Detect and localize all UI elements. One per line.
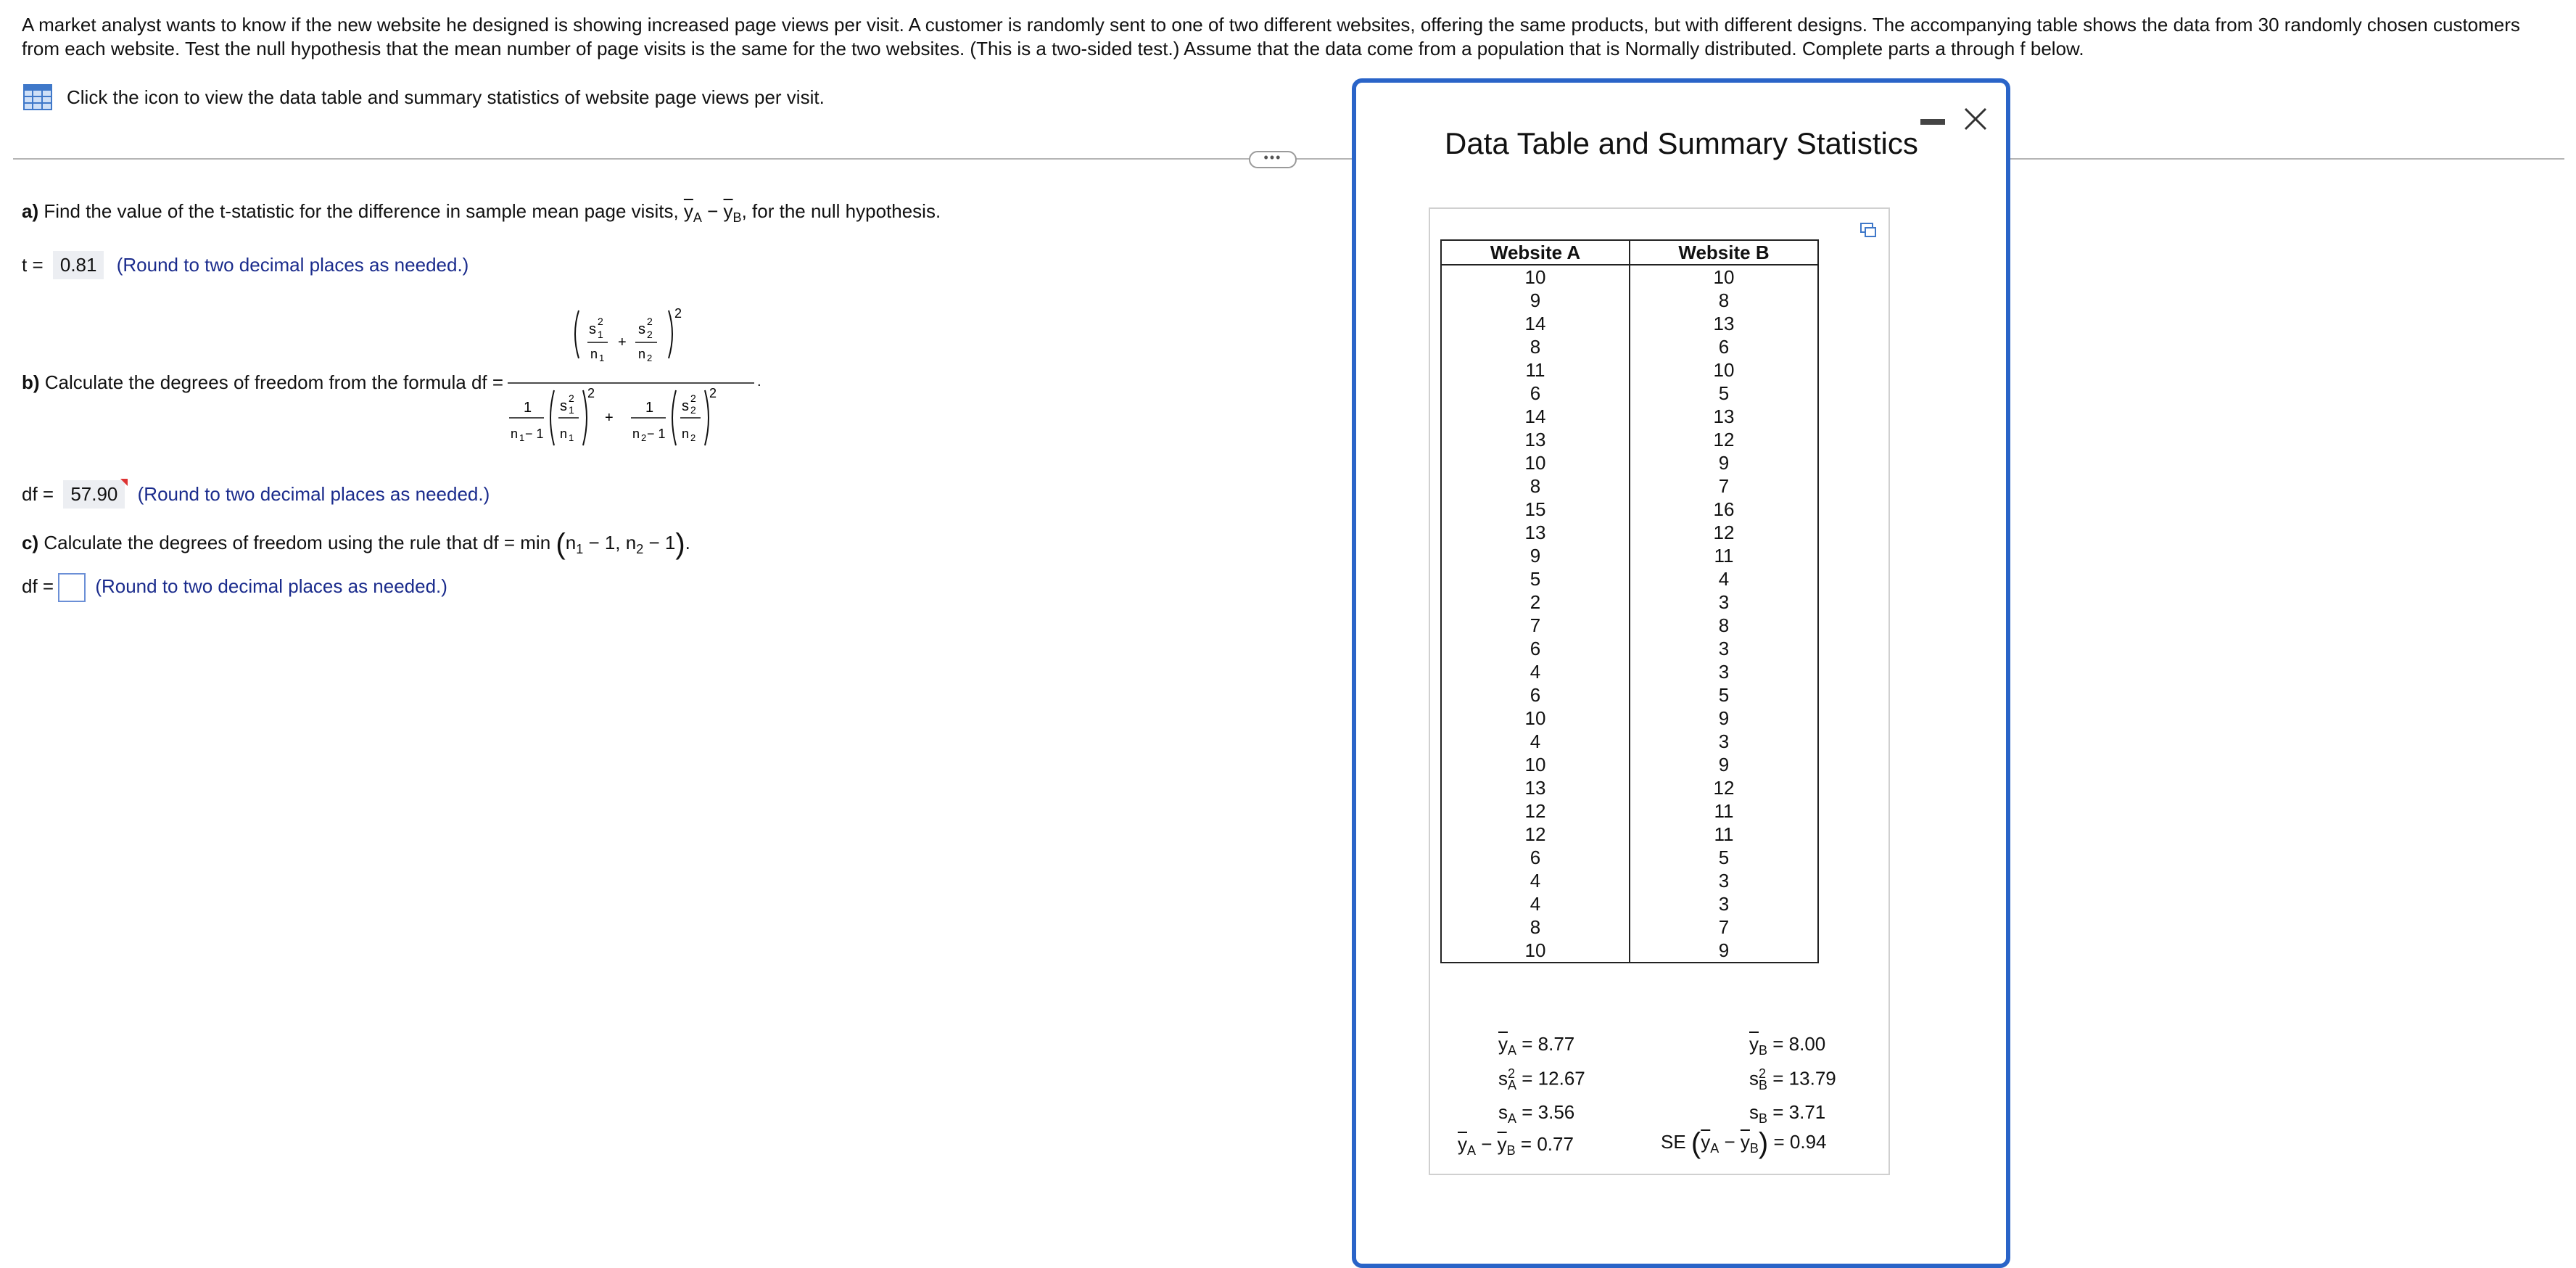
cell-website-a: 4 xyxy=(1441,892,1630,915)
svg-text:2: 2 xyxy=(641,432,647,443)
cell-website-a: 11 xyxy=(1441,358,1630,382)
part-c-text: Calculate the degrees of freedom using the rule that df = min xyxy=(44,532,551,553)
mean-a-value: = 8.77 xyxy=(1522,1033,1575,1055)
data-table-panel xyxy=(1429,207,1890,1175)
cell-website-b: 12 xyxy=(1630,428,1818,451)
cell-website-b: 9 xyxy=(1630,753,1818,776)
df-c-input[interactable] xyxy=(58,573,86,602)
cell-website-b: 10 xyxy=(1630,358,1818,382)
cell-website-a: 9 xyxy=(1441,544,1630,567)
svg-text:2: 2 xyxy=(690,432,696,443)
cell-website-b: 3 xyxy=(1630,730,1818,753)
svg-text:n: n xyxy=(638,347,646,361)
variance-a-value: = 12.67 xyxy=(1522,1067,1585,1090)
dialog-title: Data Table and Summary Statistics xyxy=(1445,126,1918,160)
error-flag-icon xyxy=(120,479,128,486)
svg-text:2: 2 xyxy=(690,392,696,404)
table-row xyxy=(1441,660,1818,683)
table-row xyxy=(1441,614,1818,637)
cell-website-b: 8 xyxy=(1630,289,1818,312)
cell-website-b: 10 xyxy=(1630,265,1818,289)
part-b-question xyxy=(22,371,503,394)
variance-a: $s^2_A = 12.67$ xyxy=(1498,1066,1585,1092)
cell-website-b: 9 xyxy=(1630,939,1818,963)
table-row xyxy=(1441,358,1818,382)
cell-website-b: 7 xyxy=(1630,915,1818,939)
cell-website-a: 6 xyxy=(1441,683,1630,707)
cell-website-a: 12 xyxy=(1441,823,1630,846)
table-grid-icon[interactable] xyxy=(23,84,52,110)
svg-text:1: 1 xyxy=(569,432,574,443)
cell-website-a: 14 xyxy=(1441,312,1630,335)
cell-website-b: 5 xyxy=(1630,846,1818,869)
df-c-label: df = xyxy=(22,575,54,597)
header-website-a: Website A xyxy=(1441,240,1630,265)
part-a-question xyxy=(22,200,941,226)
svg-text:n: n xyxy=(682,427,690,441)
cell-website-a: 10 xyxy=(1441,265,1630,289)
table-row xyxy=(1441,405,1818,428)
table-row xyxy=(1441,382,1818,405)
cell-website-a: 10 xyxy=(1441,939,1630,963)
table-row xyxy=(1441,915,1818,939)
sd-b: $s_B = 3.71$ xyxy=(1749,1101,1826,1127)
table-row xyxy=(1441,289,1818,312)
cell-website-b: 12 xyxy=(1630,776,1818,799)
cell-website-b: 5 xyxy=(1630,382,1818,405)
cell-website-b: 13 xyxy=(1630,312,1818,335)
table-row xyxy=(1441,730,1818,753)
cell-website-b: 9 xyxy=(1630,451,1818,474)
cell-website-a: 6 xyxy=(1441,846,1630,869)
svg-text:1: 1 xyxy=(599,353,605,363)
cell-website-b: 8 xyxy=(1630,614,1818,637)
variance-b: $s^2_B = 13.79$ xyxy=(1749,1066,1836,1092)
df-answer[interactable] xyxy=(63,480,125,509)
table-row xyxy=(1441,590,1818,614)
cell-website-a: 14 xyxy=(1441,405,1630,428)
sd-a-value: = 3.56 xyxy=(1522,1101,1575,1123)
standard-error-value: = 0.94 xyxy=(1773,1131,1827,1153)
t-label: t = xyxy=(22,254,44,276)
svg-text:1: 1 xyxy=(645,400,654,416)
se-label: SE xyxy=(1661,1131,1686,1153)
svg-text:1: 1 xyxy=(569,404,574,416)
cell-website-b: 12 xyxy=(1630,521,1818,544)
svg-text:2: 2 xyxy=(647,353,653,363)
df-answer-value: 57.90 xyxy=(70,483,118,505)
table-row xyxy=(1441,474,1818,498)
data-table-link[interactable] xyxy=(23,84,825,110)
table-row xyxy=(1441,753,1818,776)
cell-website-a: 5 xyxy=(1441,567,1630,590)
cell-website-a: 10 xyxy=(1441,753,1630,776)
cell-website-a: 13 xyxy=(1441,428,1630,451)
cell-website-a: 4 xyxy=(1441,869,1630,892)
svg-text:2: 2 xyxy=(690,404,696,416)
svg-text:− 1: − 1 xyxy=(647,427,666,441)
svg-text:2: 2 xyxy=(674,306,682,321)
svg-text:2: 2 xyxy=(709,386,717,400)
svg-text:n: n xyxy=(632,427,640,441)
table-row xyxy=(1441,498,1818,521)
part-c-answer-row xyxy=(22,573,447,602)
table-row xyxy=(1441,776,1818,799)
minimize-button[interactable] xyxy=(1920,119,1945,125)
part-c-question xyxy=(22,528,690,561)
cell-website-b: 7 xyxy=(1630,474,1818,498)
mean-a: $\overline{y}_A = 8.77$ xyxy=(1498,1033,1575,1058)
svg-text:n: n xyxy=(590,347,598,361)
part-a-label: a) xyxy=(22,200,39,222)
table-row xyxy=(1441,428,1818,451)
svg-text:s: s xyxy=(589,321,596,337)
mean-b: $\overline{y}_B = 8.00$ xyxy=(1749,1033,1826,1058)
min-arguments: ($n_1 - 1$, $n_2 - 1$). xyxy=(556,528,690,560)
table-row xyxy=(1441,451,1818,474)
svg-text:s: s xyxy=(560,398,567,414)
cell-website-b: 3 xyxy=(1630,892,1818,915)
website-data-table xyxy=(1440,239,1819,963)
table-row xyxy=(1441,823,1818,846)
table-row xyxy=(1441,265,1818,289)
cell-website-b: 6 xyxy=(1630,335,1818,358)
table-row xyxy=(1441,637,1818,660)
diff-symbol: $\overline{y}_A - \overline{y}_B$, xyxy=(683,200,747,226)
part-a-text: Find the value of the t-statistic for the difference in sample mean page visits, xyxy=(44,200,684,222)
svg-text:s: s xyxy=(638,321,645,337)
cell-website-b: 3 xyxy=(1630,660,1818,683)
copy-icon[interactable] xyxy=(1859,222,1877,238)
table-row xyxy=(1441,846,1818,869)
svg-text:+: + xyxy=(605,410,614,426)
svg-text:2: 2 xyxy=(598,316,603,327)
svg-text:− 1: − 1 xyxy=(525,427,544,441)
cell-website-b: 11 xyxy=(1630,544,1818,567)
table-row xyxy=(1441,799,1818,823)
cell-website-a: 12 xyxy=(1441,799,1630,823)
mean-b-value: = 8.00 xyxy=(1772,1033,1826,1055)
cell-website-a: 9 xyxy=(1441,289,1630,312)
cell-website-b: 11 xyxy=(1630,799,1818,823)
svg-text:1: 1 xyxy=(524,400,532,416)
table-row xyxy=(1441,312,1818,335)
svg-text:1: 1 xyxy=(598,329,603,340)
mean-difference-value: = 0.77 xyxy=(1520,1133,1574,1155)
part-b-answer-row xyxy=(22,480,490,509)
data-table-dialog xyxy=(1352,78,2010,1268)
part-b-text: Calculate the degrees of freedom from the formula df = xyxy=(44,371,504,393)
variance-b-value: = 13.79 xyxy=(1772,1067,1836,1090)
svg-text:2: 2 xyxy=(569,392,574,404)
svg-text:n: n xyxy=(511,427,519,441)
part-c-hint: (Round to two decimal places as needed.) xyxy=(95,575,447,597)
table-row xyxy=(1441,335,1818,358)
mean-difference: $\overline{y}_A - \overline{y}_B = 0.77$ xyxy=(1458,1133,1574,1158)
table-row xyxy=(1441,869,1818,892)
standard-error: SE $(\overline{y}_A - \overline{y}_B) = 0.94$ xyxy=(1661,1127,1827,1159)
svg-text:2: 2 xyxy=(647,316,653,327)
table-row xyxy=(1441,683,1818,707)
svg-text:+: + xyxy=(618,334,627,350)
cell-website-a: 8 xyxy=(1441,915,1630,939)
part-a-answer-row xyxy=(22,251,468,279)
svg-text:s: s xyxy=(682,398,689,414)
sd-a: $s_A = 3.56$ xyxy=(1498,1101,1575,1127)
cell-website-a: 6 xyxy=(1441,382,1630,405)
svg-text:.: . xyxy=(757,374,761,390)
table-row xyxy=(1441,521,1818,544)
svg-text:n: n xyxy=(560,427,568,441)
header-website-b: Website B xyxy=(1630,240,1818,265)
cell-website-a: 6 xyxy=(1441,637,1630,660)
df-label: df = xyxy=(22,483,54,505)
cell-website-b: 9 xyxy=(1630,707,1818,730)
cell-website-b: 16 xyxy=(1630,498,1818,521)
data-table-link-text[interactable]: Click the icon to view the data table and summary statistics of website page views per visit. xyxy=(67,86,825,108)
cell-website-a: 4 xyxy=(1441,660,1630,683)
cell-website-a: 10 xyxy=(1441,707,1630,730)
svg-text:2: 2 xyxy=(587,386,595,400)
cell-website-b: 11 xyxy=(1630,823,1818,846)
t-answer[interactable]: 0.81 xyxy=(53,251,104,279)
cell-website-a: 8 xyxy=(1441,474,1630,498)
cell-website-a: 13 xyxy=(1441,521,1630,544)
cell-website-b: 3 xyxy=(1630,637,1818,660)
close-icon[interactable] xyxy=(1961,104,1990,133)
cell-website-a: 2 xyxy=(1441,590,1630,614)
table-row xyxy=(1441,939,1818,963)
part-a-text-end: for the null hypothesis. xyxy=(752,200,941,222)
welch-df-formula xyxy=(508,297,769,472)
sd-b-value: = 3.71 xyxy=(1772,1101,1826,1123)
part-b-label: b) xyxy=(22,371,40,393)
table-row xyxy=(1441,707,1818,730)
cell-website-b: 13 xyxy=(1630,405,1818,428)
table-row xyxy=(1441,892,1818,915)
part-c-label: c) xyxy=(22,532,39,553)
part-a-hint: (Round to two decimal places as needed.) xyxy=(116,254,469,276)
cell-website-b: 5 xyxy=(1630,683,1818,707)
part-b-hint: (Round to two decimal places as needed.) xyxy=(137,483,490,505)
cell-website-a: 7 xyxy=(1441,614,1630,637)
svg-text:1: 1 xyxy=(519,432,525,443)
problem-statement: A market analyst wants to know if the new website he designed is showing increased page views per visit. A customer is randomly sent to one of two different websites, offering the same products, but with different designs. The accompanying table shows the data from 30 randomly chosen customers from each website. Test the null hypothesis that the mean number of page visits is the same for the two websites. (This is a two-sided test.) Assume that the data come from a population that is Normally distributed. Complete parts a through f below. xyxy=(22,14,2520,59)
expand-more-button[interactable]: ••• xyxy=(1249,151,1297,168)
svg-text:2: 2 xyxy=(647,329,653,340)
cell-website-b: 3 xyxy=(1630,869,1818,892)
cell-website-a: 4 xyxy=(1441,730,1630,753)
table-row xyxy=(1441,567,1818,590)
cell-website-a: 13 xyxy=(1441,776,1630,799)
table-row xyxy=(1441,544,1818,567)
cell-website-a: 15 xyxy=(1441,498,1630,521)
cell-website-a: 8 xyxy=(1441,335,1630,358)
cell-website-b: 4 xyxy=(1630,567,1818,590)
cell-website-a: 10 xyxy=(1441,451,1630,474)
cell-website-b: 3 xyxy=(1630,590,1818,614)
